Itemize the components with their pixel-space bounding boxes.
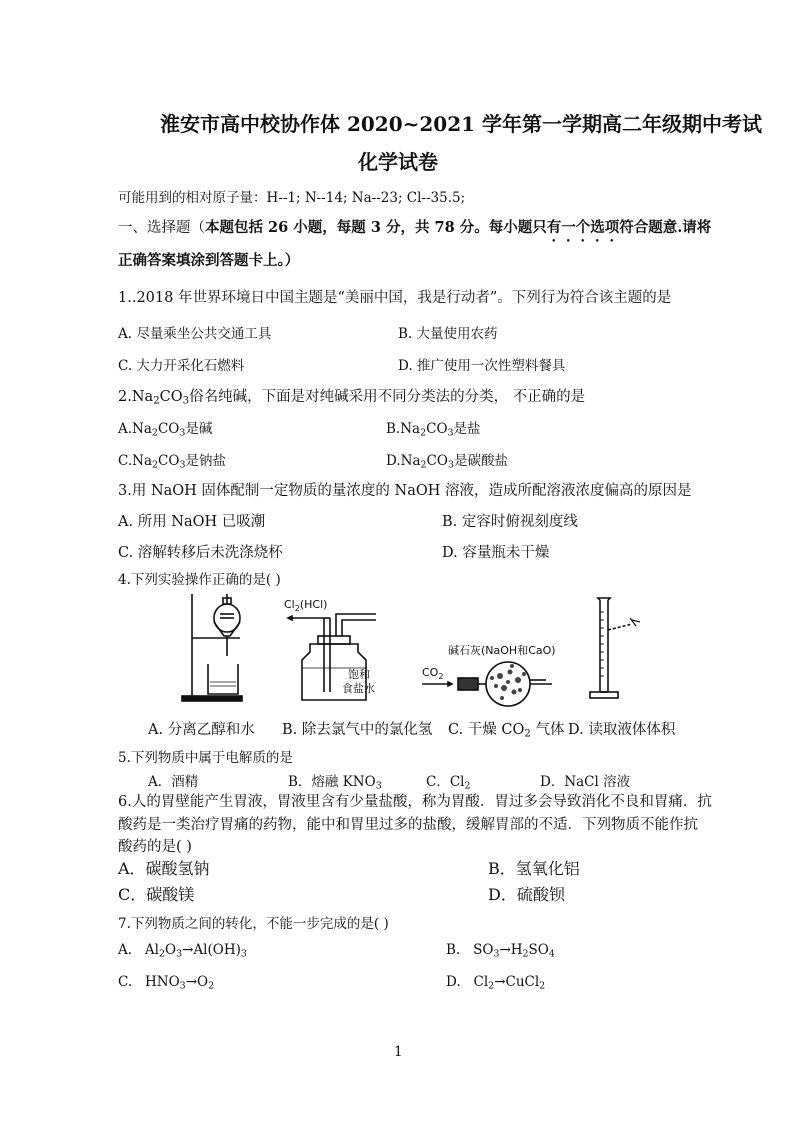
section-instructions-line2: 正确答案填涂到答题卡上。） bbox=[118, 252, 300, 269]
q2-option-d: $D.Na_2CO_3$是碳酸盐 bbox=[386, 453, 508, 471]
q1-option-c: C. 大力开采化石燃料 bbox=[118, 358, 245, 374]
fig-b-gas-label: $Cl_2(HCl)$ bbox=[284, 598, 328, 613]
figure-separatory-funnel bbox=[180, 590, 250, 706]
section-instructions: 本题包括 26 小题，每题 3 分，共 78 分。每小题只 bbox=[205, 219, 547, 236]
q4-option-b: B. 除去氯气中的氯化氢 bbox=[282, 722, 433, 738]
q1-option-b: B. 大量使用农药 bbox=[398, 326, 498, 342]
q6-option-a: A．碳酸氢钠 bbox=[118, 859, 210, 878]
q6-stem-line3: 酸药的是( ) bbox=[118, 839, 192, 855]
figure-drying-tube bbox=[420, 640, 570, 710]
q4-option-a: A. 分离乙醇和水 bbox=[148, 722, 255, 738]
q5-option-a: A．酒精 bbox=[148, 774, 199, 790]
section-label: 一、选择题（ bbox=[118, 220, 205, 236]
q6-stem-line2: 酸药是一类治疗胃痛的药物，能中和胃里过多的盐酸，缓解胃部的不适．下列物质不能作抗 bbox=[118, 817, 698, 833]
q6-stem-line1: 6.人的胃壁能产生胃液，胃液里含有少量盐酸，称为胃酸．胃过多会导致消化不良和胃痛．抗 bbox=[118, 794, 712, 810]
q4-stem: 4.下列实验操作正确的是( ) bbox=[118, 572, 281, 588]
exam-subtitle: 化学试卷 bbox=[358, 150, 438, 174]
q3-option-c: C. 溶解转移后未洗涤烧杯 bbox=[118, 545, 283, 561]
page-number: 1 bbox=[394, 1044, 403, 1060]
q3-option-a: A. 所用 NaOH 已吸潮 bbox=[118, 514, 266, 530]
fig-c-label: 碱石灰(NaOH和CaO) bbox=[448, 644, 556, 657]
fig-b-liquid-line2: 食盐水 bbox=[342, 682, 375, 695]
q6-option-b: B．氢氧化铝 bbox=[488, 859, 580, 878]
q3-stem: 3.用 NaOH 固体配制一定物质的量浓度的 NaOH 溶液，造成所配溶液浓度偏高的原因是 bbox=[118, 483, 692, 499]
q7-option-c: C. $HNO_3\to O_2$ bbox=[118, 974, 215, 992]
q6-option-d: D．硫酸钡 bbox=[488, 885, 565, 904]
section-emphasis: 有一个选项 bbox=[546, 219, 620, 236]
q3-option-b: B. 定容时俯视刻度线 bbox=[442, 514, 578, 530]
section-heading bbox=[118, 216, 711, 245]
q1-stem: 1..2018 年世界环境日中国主题是“美丽中国，我是行动者”。下列行为符合该主题的是 bbox=[118, 290, 672, 306]
q1-option-d: D. 推广使用一次性塑料餐具 bbox=[398, 358, 566, 374]
q7-option-b: B. $SO_3\to H_2SO_4$ bbox=[446, 942, 555, 960]
q5-stem: 5.下列物质中属于电解质的是 bbox=[118, 750, 293, 766]
q6-option-c: C．碳酸镁 bbox=[118, 885, 195, 904]
exam-title: 淮安市高中校协作体 2020~2021 学年第一学期高二年级期中考试 bbox=[160, 112, 763, 136]
q1-option-a: A. 尽量乘坐公共交通工具 bbox=[118, 326, 272, 342]
figure-graduated-cylinder bbox=[588, 596, 648, 706]
q4-option-d: D. 读取液体体积 bbox=[568, 722, 676, 738]
q5-option-c: C．$Cl_2$ bbox=[426, 774, 471, 792]
q5-option-b: B．熔融 $KNO_3$ bbox=[288, 774, 382, 792]
q2-option-a: $A.Na_2CO_3$是碱 bbox=[118, 421, 213, 439]
figure-gas-washing-bottle bbox=[280, 596, 400, 706]
q2-stem: $2.Na_2CO_3$俗名纯碱，下面是对纯碱采用不同分类法的分类， 不正确的是 bbox=[118, 389, 586, 407]
q2-option-b: $B.Na_2CO_3$是盐 bbox=[386, 421, 481, 439]
q5-option-d: D．NaCl 溶液 bbox=[540, 774, 631, 790]
q4-option-c: C. 干燥 $CO_2$ 气体 bbox=[448, 722, 565, 740]
q7-option-d: D. $Cl_2\to CuCl_2$ bbox=[446, 974, 546, 992]
fig-c-gas-label: $CO_2$ bbox=[422, 666, 444, 681]
atomic-masses: 可能用到的相对原子量：H--1; N--14; Na--23; Cl--35.5; bbox=[118, 190, 466, 206]
q2-option-c: $C.Na_2CO_3$是钠盐 bbox=[118, 453, 226, 471]
section-instructions-end: 符合题意.请将 bbox=[619, 219, 712, 236]
fig-b-liquid-line1: 饱和 bbox=[348, 668, 370, 681]
q3-option-d: D. 容量瓶未干燥 bbox=[442, 545, 550, 561]
q7-stem: 7.下列物质之间的转化，不能一步完成的是( ) bbox=[118, 916, 389, 932]
q7-option-a: A. $Al_2O_3\to Al(OH)_3$ bbox=[118, 942, 247, 960]
